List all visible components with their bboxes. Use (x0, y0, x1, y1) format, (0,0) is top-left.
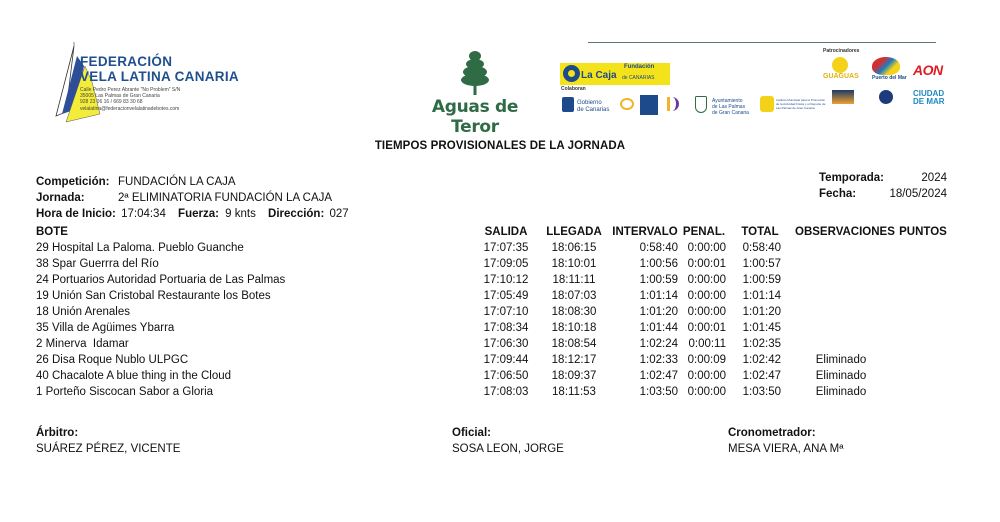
ciudad-de-mar-logo (913, 90, 945, 106)
table-row (0, 274, 1000, 290)
cell-penal: 0:00:00 (687, 386, 726, 398)
temporada-row (819, 172, 947, 184)
federation-name-line2: VELA LATINA CANARIA (80, 69, 239, 84)
table-row (0, 322, 1000, 338)
cronometrador-name: MESA VIERA, ANA Mª (728, 443, 844, 455)
direccion-value: 027 (329, 208, 349, 220)
cell-bote: 24 Portuarios Autoridad Portuaria de Las Palmas (36, 274, 286, 286)
cell-bote: 40 Chacalote A blue thing in the Cloud (36, 370, 232, 382)
cell-llegada: 18:12:17 (551, 354, 597, 366)
cell-total: 1:01:45 (742, 322, 781, 334)
cell-intervalo: 1:01:14 (639, 290, 678, 302)
cell-llegada: 18:11:53 (552, 386, 596, 398)
header-rule (588, 42, 936, 43)
cabildo-logo-icon (640, 95, 658, 115)
cell-total: 1:02:47 (742, 370, 781, 382)
cell-salida: 17:08:03 (483, 386, 529, 398)
header-observaciones: OBSERVACIONES (795, 226, 895, 238)
cell-salida: 17:07:35 (483, 242, 529, 254)
imef-logo-icon (760, 96, 774, 112)
fecha-row (819, 188, 947, 200)
cronometrador-label: Cronometrador: (728, 427, 816, 439)
cell-total: 1:03:50 (742, 386, 781, 398)
ciudad-de-mar-line: DE MAR (913, 97, 945, 106)
imef-text: Instituto Municipal para la Promoción de la Actividad Física y el Deporte de Las Palmas de Gran Canaria (776, 98, 826, 110)
vela-latina-sponsor-logo-icon (832, 90, 854, 104)
cell-salida: 17:09:05 (483, 258, 529, 270)
cell-intervalo: 1:02:47 (639, 370, 678, 382)
table-row (0, 306, 1000, 322)
table-row (0, 354, 1000, 370)
cell-llegada: 18:10:18 (551, 322, 597, 334)
cell-salida: 17:09:44 (483, 354, 529, 366)
cell-salida: 17:06:50 (483, 370, 529, 382)
hora-inicio-label: Hora de Inicio: (36, 208, 116, 220)
cell-llegada: 18:11:11 (552, 274, 596, 286)
cell-penal: 0:00:00 (687, 290, 726, 302)
email-line: velalatina@federacionvelalatinadebotes.com (80, 105, 180, 112)
gobierno-canarias-shield-icon (562, 97, 574, 112)
cell-penal: 0:00:11 (688, 338, 726, 350)
header-penal: PENAL. (682, 226, 726, 238)
federation-name (80, 54, 239, 84)
cell-llegada: 18:08:30 (551, 306, 597, 318)
table-row (0, 242, 1000, 258)
fuerza-label: Fuerza: (178, 208, 219, 220)
cell-llegada: 18:09:37 (551, 370, 597, 382)
collaborator-logo-icon (620, 98, 634, 110)
aguas-de-teror-logo (410, 50, 540, 137)
start-conditions-row (36, 208, 349, 220)
oficial-label: Oficial: (452, 427, 491, 439)
cell-bote: 18 Unión Arenales (36, 306, 130, 318)
ayuntamiento-line: Ayuntamiento (712, 98, 743, 104)
puertos-las-palmas-logo-icon (879, 90, 893, 104)
cell-bote: 1 Porteño Siscocan Sabor a Gloria (36, 386, 214, 398)
la-caja-name: La Caja (581, 70, 617, 81)
federation-name-line1: FEDERACIÓN (80, 54, 173, 69)
fecha-value: 18/05/2024 (889, 188, 947, 200)
cell-observaciones: Eliminado (815, 354, 867, 366)
colaboran-label: Colaboran (561, 86, 586, 92)
header-bote: BOTE (36, 226, 68, 238)
fecha-label: Fecha: (819, 188, 857, 200)
cell-intervalo: 0:58:40 (639, 242, 678, 254)
cell-llegada: 18:06:15 (551, 242, 597, 254)
oficial-block (452, 427, 564, 455)
cell-salida: 17:10:12 (483, 274, 529, 286)
federation-address (80, 87, 180, 112)
la-caja-flower-icon (563, 65, 580, 82)
cell-penal: 0:00:00 (687, 274, 726, 286)
guaguas-logo-icon (832, 57, 848, 73)
gobierno-line: Gobierno (577, 100, 602, 106)
cell-salida: 17:08:34 (483, 322, 529, 334)
federation-logo (52, 42, 262, 127)
jornada-value: 2ª ELIMINATORIA FUNDACIÓN LA CAJA (118, 192, 333, 204)
guaguas-text: GUAGUAS (823, 73, 859, 80)
la-caja-fundacion: Fundación (624, 64, 655, 70)
cell-penal: 0:00:00 (687, 370, 726, 382)
table-row (0, 370, 1000, 386)
cell-bote: 38 Spar Guerrra del Río (36, 258, 159, 270)
cell-total: 0:58:40 (742, 242, 781, 254)
cell-intervalo: 1:02:24 (639, 338, 678, 350)
cell-salida: 17:06:30 (483, 338, 529, 350)
phone-line: 928 23 06 16 / 669 83 30 68 (80, 99, 143, 106)
temporada-value: 2024 (921, 172, 947, 184)
address-line: Calle Pedro Perez Abrante "No Problem" S/N (80, 87, 181, 93)
competicion-label: Competición: (36, 176, 110, 188)
table-row (0, 338, 1000, 354)
cronometrador-block (728, 427, 843, 455)
fundacion-la-caja-logo (560, 63, 670, 85)
cell-intervalo: 1:03:50 (639, 386, 678, 398)
arbitro-name: SUÁREZ PÉREZ, VICENTE (36, 443, 181, 455)
cell-bote: 26 Disa Roque Nublo ULPGC (36, 354, 189, 366)
cell-salida: 17:07:10 (483, 306, 529, 318)
competicion-row (36, 176, 109, 188)
table-row (0, 258, 1000, 274)
header-llegada: LLEGADA (546, 226, 602, 238)
cell-penal: 0:00:09 (687, 354, 726, 366)
header-salida: SALIDA (484, 226, 528, 238)
arbitro-label: Árbitro: (36, 427, 79, 439)
competicion-value: FUNDACIÓN LA CAJA (118, 176, 236, 188)
cell-salida: 17:05:49 (483, 290, 529, 302)
address-line: 35005 Las Palmas de Gran Canaria (80, 93, 160, 100)
cell-penal: 0:00:00 (687, 306, 726, 318)
cell-observaciones: Eliminado (815, 386, 867, 398)
tree-icon (455, 50, 495, 96)
cell-intervalo: 1:02:33 (639, 354, 678, 366)
ayuntamiento-shield-icon (695, 96, 707, 113)
direccion-label: Dirección: (268, 208, 325, 220)
cell-penal: 0:00:00 (687, 242, 726, 254)
cell-total: 1:02:42 (742, 354, 781, 366)
cell-total: 1:01:14 (742, 290, 781, 302)
patrocinadores-label: Patrocinadores (823, 48, 860, 54)
oficial-name: SOSA LEON, JORGE (452, 443, 564, 455)
jornada-label: Jornada: (36, 192, 85, 204)
cell-total: 1:00:59 (742, 274, 781, 286)
cell-penal: 0:00:01 (687, 322, 726, 334)
cell-observaciones: Eliminado (815, 370, 867, 382)
la-caja-sub: de CANARIAS (622, 75, 655, 81)
arbitro-block (36, 427, 180, 455)
aon-logo: AON (913, 62, 943, 78)
temporada-label: Temporada: (819, 172, 884, 184)
cell-bote: 2 Minerva Idamar (36, 338, 129, 350)
fuerza-value: 9 knts (225, 208, 256, 220)
cell-intervalo: 1:01:20 (639, 306, 678, 318)
puerto-del-mar-text: Puerto del Mar (872, 75, 907, 81)
header-puntos: PUNTOS (899, 226, 947, 238)
header-total: TOTAL (741, 226, 779, 238)
ayuntamiento-logo (712, 98, 749, 116)
cell-total: 1:01:20 (742, 306, 781, 318)
cell-bote: 29 Hospital La Paloma. Pueblo Guanche (36, 242, 244, 254)
ayuntamiento-line: de Gran Canaria (712, 110, 749, 116)
aguas-de-teror-text: Aguas de Teror (431, 97, 519, 137)
cell-intervalo: 1:00:56 (639, 258, 678, 270)
cell-llegada: 18:07:03 (551, 290, 597, 302)
cell-total: 1:02:35 (742, 338, 781, 350)
cell-intervalo: 1:00:59 (639, 274, 678, 286)
cell-bote: 35 Villa de Agüimes Ybarra (36, 322, 175, 334)
gobierno-canarias-logo (577, 100, 609, 113)
cell-penal: 0:00:01 (687, 258, 726, 270)
document-title: TIEMPOS PROVISIONALES DE LA JORNADA (374, 140, 626, 152)
collaborator-id-logo-icon (667, 97, 679, 111)
table-row (0, 290, 1000, 306)
cell-llegada: 18:10:01 (551, 258, 597, 270)
table-row (0, 386, 1000, 402)
table-header (0, 226, 1000, 242)
hora-inicio-value: 17:04:34 (121, 208, 166, 220)
cell-total: 1:00:57 (742, 258, 781, 270)
jornada-row (36, 192, 85, 204)
ayuntamiento-line: de Las Palmas (712, 104, 746, 110)
header-intervalo: INTERVALO (612, 226, 678, 238)
cell-intervalo: 1:01:44 (639, 322, 678, 334)
gobierno-line: de Canarias (577, 106, 610, 113)
cell-bote: 19 Unión San Cristobal Restaurante los Botes (36, 290, 271, 302)
puerto-del-mar-logo-icon (872, 57, 900, 75)
cell-llegada: 18:08:54 (551, 338, 597, 350)
ciudad-de-mar-line: CIUDAD (913, 89, 945, 98)
